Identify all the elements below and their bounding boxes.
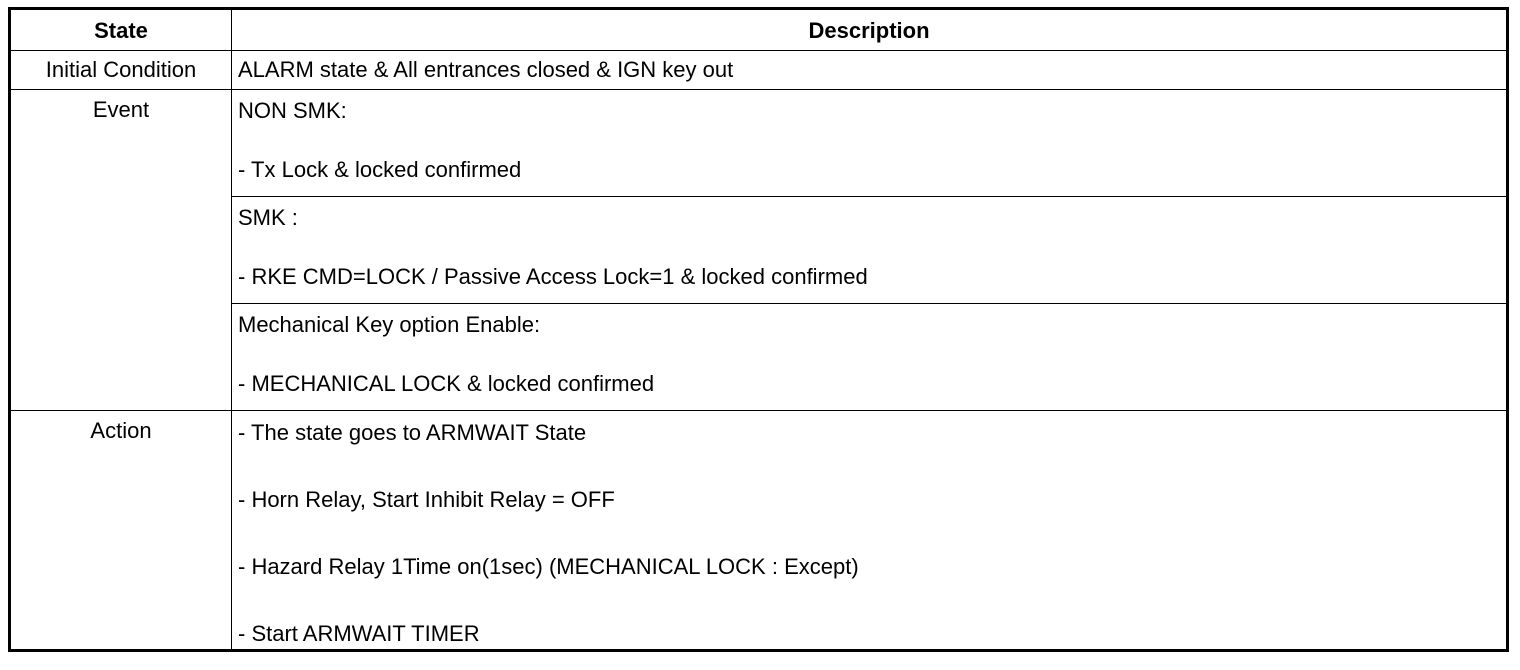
action-line: - Hazard Relay 1Time on(1sec) (MECHANICAL LOCK : Except) [238,554,859,579]
event-block-title: NON SMK: [238,98,347,123]
state-action: Action [10,411,232,651]
header-description: Description [232,9,1508,51]
event-block-mechanical-key [232,304,1508,411]
action-line: - Start ARMWAIT TIMER [238,621,480,646]
event-block-detail: - Tx Lock & locked confirmed [238,157,522,182]
event-block-title: SMK : [238,205,298,230]
header-row [10,9,1508,51]
action-line: - Horn Relay, Start Inhibit Relay = OFF [238,487,615,512]
event-block-smk [232,197,1508,304]
row-action [10,411,1508,651]
row-event-mechanical-key [10,304,1508,411]
event-block-detail: - RKE CMD=LOCK / Passive Access Lock=1 & locked confirmed [238,264,868,289]
state-initial-condition: Initial Condition [10,51,232,90]
action-line: - The state goes to ARMWAIT State [238,420,587,445]
row-initial-condition [10,51,1508,90]
state-event: Event [10,90,232,411]
state-table [8,7,1509,652]
row-event-smk [10,197,1508,304]
header-state: State [10,9,232,51]
row-event-non-smk [10,90,1508,197]
event-block-detail: - MECHANICAL LOCK & locked confirmed [238,371,655,396]
event-block-title: Mechanical Key option Enable: [238,312,541,337]
event-block-non-smk [232,90,1508,197]
description-initial-condition: ALARM state & All entrances closed & IGN key out [232,51,1508,90]
action-description [232,411,1508,651]
